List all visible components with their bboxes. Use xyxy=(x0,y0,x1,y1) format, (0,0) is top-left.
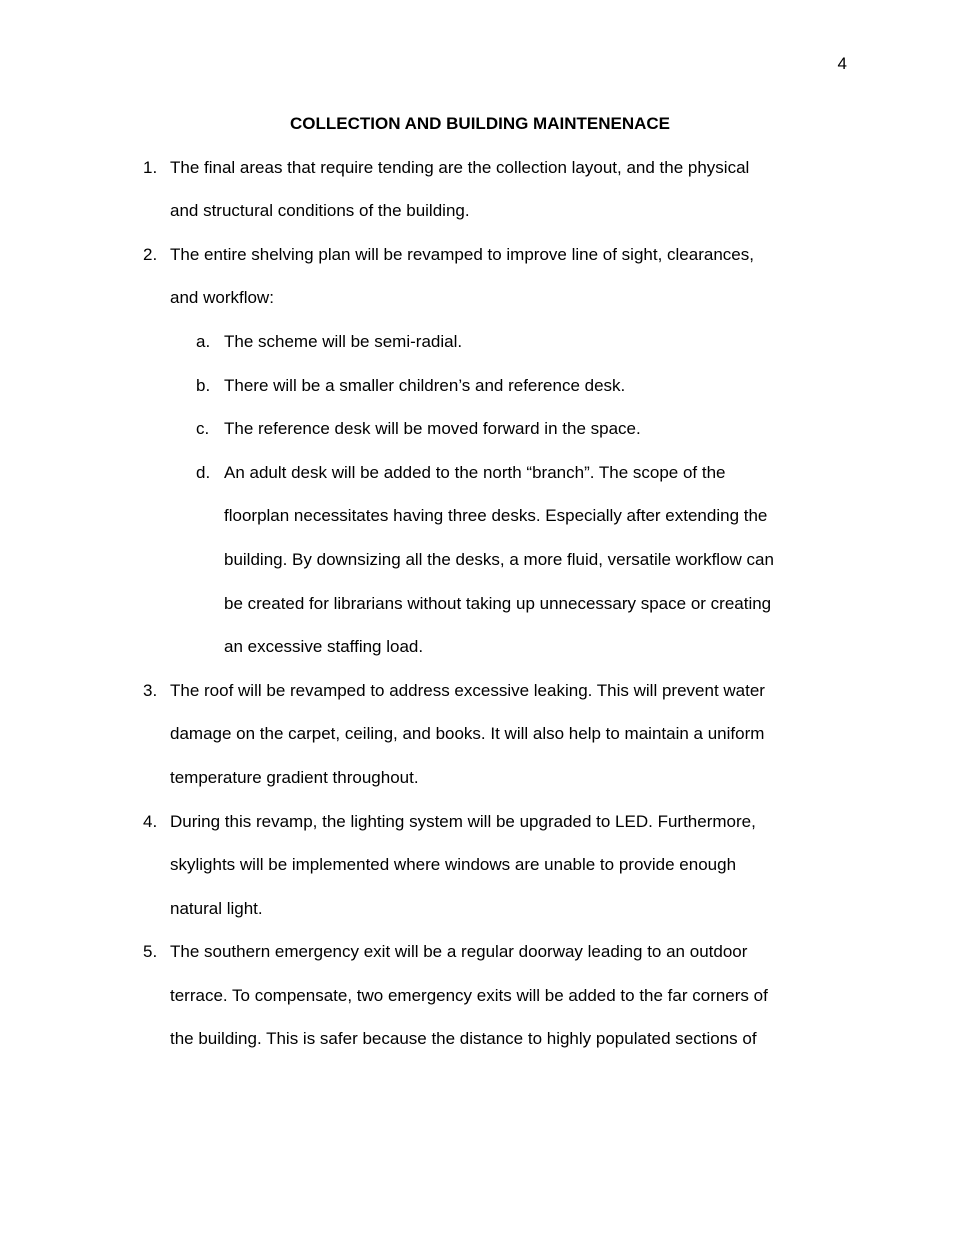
list-line xyxy=(0,538,960,582)
list-line xyxy=(0,582,960,626)
list-line-text: The reference desk will be moved forward in the space. xyxy=(224,419,641,439)
list-line xyxy=(0,756,960,800)
list-line xyxy=(0,800,960,844)
list-line xyxy=(0,930,960,974)
list-line-text: skylights will be implemented where windows are unable to provide enough xyxy=(170,855,737,875)
list-line xyxy=(0,364,960,408)
list-marker: 2. xyxy=(143,244,158,264)
list-line-text: terrace. To compensate, two emergency exits will be added to the far corners of xyxy=(170,985,768,1005)
list-line-text: floorplan necessitates having three desks. Especially after extending the xyxy=(224,506,768,526)
list-line-text: The southern emergency exit will be a regular doorway leading to an outdoor xyxy=(170,942,748,962)
list-line xyxy=(0,494,960,538)
list-line-text: The entire shelving plan will be revamped to improve line of sight, clearances, xyxy=(170,244,754,264)
list-marker: 5. xyxy=(143,942,158,962)
page-number: 4 xyxy=(837,54,847,73)
list-line-text: building. By downsizing all the desks, a more fluid, versatile workflow can xyxy=(224,549,774,569)
list-marker: b. xyxy=(196,375,211,395)
list-line-text: the building. This is safer because the distance to highly populated sections of xyxy=(170,1029,757,1049)
list-line-text: an excessive staffing load. xyxy=(224,637,424,657)
list-line-text: An adult desk will be added to the north “branch”. The scope of the xyxy=(224,462,726,482)
list-marker: a. xyxy=(196,331,211,351)
list-line-text: natural light. xyxy=(170,898,263,918)
list-line xyxy=(0,276,960,320)
list-line-text: temperature gradient throughout. xyxy=(170,767,419,787)
list-line-text: During this revamp, the lighting system will be upgraded to LED. Furthermore, xyxy=(170,811,756,831)
list-line xyxy=(0,887,960,931)
list-line-text: The final areas that require tending are the collection layout, and the physical xyxy=(170,157,750,177)
list-line xyxy=(0,625,960,669)
list-line-text: damage on the carpet, ceiling, and books. It will also help to maintain a uniform xyxy=(170,724,765,744)
list-line-text: and workflow: xyxy=(170,288,274,308)
list-marker: c. xyxy=(196,419,210,439)
list-line-text: be created for librarians without taking up unnecessary space or creating xyxy=(224,593,772,613)
list-line xyxy=(0,974,960,1018)
list-line xyxy=(0,669,960,713)
list-line xyxy=(0,451,960,495)
document-content xyxy=(0,102,960,1061)
list-line xyxy=(0,233,960,277)
list-line xyxy=(0,146,960,190)
numbered-list xyxy=(0,146,960,1061)
list-marker: 4. xyxy=(143,811,158,831)
list-line xyxy=(0,320,960,364)
list-line-text: There will be a smaller children’s and reference desk. xyxy=(224,375,626,395)
list-line xyxy=(0,407,960,451)
list-marker: d. xyxy=(196,462,211,482)
list-line xyxy=(0,189,960,233)
list-line-text: The roof will be revamped to address excessive leaking. This will prevent water xyxy=(170,680,765,700)
list-marker: 3. xyxy=(143,680,158,700)
document-title: COLLECTION AND BUILDING MAINTENENACE xyxy=(290,114,670,133)
list-line xyxy=(0,1017,960,1061)
list-marker: 1. xyxy=(143,157,158,177)
list-line xyxy=(0,712,960,756)
list-line xyxy=(0,843,960,887)
list-line-text: The scheme will be semi-radial. xyxy=(224,331,463,351)
list-line-text: and structural conditions of the building. xyxy=(170,201,470,221)
